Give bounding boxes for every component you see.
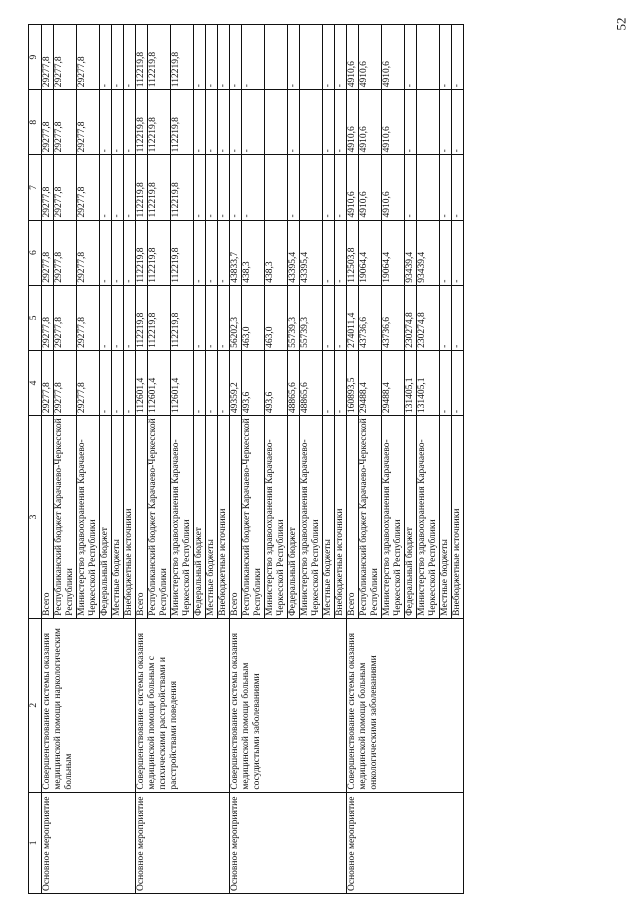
amount-cell: 29277,8 (42, 25, 54, 90)
amount-cell: - (112, 285, 124, 350)
amount-cell: 463,0 (242, 285, 265, 350)
amount-cell: - (405, 90, 417, 155)
amount-cell: - (124, 155, 136, 220)
amount-cell: 29488,4 (382, 350, 405, 415)
amount-cell: - (100, 155, 112, 220)
amount-cell: 112219,8 (136, 220, 148, 285)
amount-cell: - (112, 90, 124, 155)
amount-cell (265, 90, 288, 155)
amount-cell: - (206, 155, 218, 220)
amount-cell: - (124, 220, 136, 285)
funding-source: Внебюджетные источники (452, 416, 464, 619)
amount-cell: 29277,8 (54, 220, 77, 285)
funding-source: Министерство здравоохранения Карачаево-Черкесской Республики (171, 416, 194, 619)
amount-cell: - (440, 155, 452, 220)
header-cell: 5 (29, 285, 42, 350)
amount-cell: 493,6 (265, 350, 288, 415)
amount-cell: - (124, 90, 136, 155)
amount-cell: 29277,8 (77, 25, 100, 90)
amount-cell: 43395,4 (288, 220, 300, 285)
header-cell: 4 (29, 350, 42, 415)
amount-cell: - (206, 90, 218, 155)
amount-cell: 112219,8 (136, 155, 148, 220)
amount-cell: 48865,6 (300, 350, 323, 415)
funding-source: Министерство здравоохранения Карачаево-Черкесской Республики (77, 416, 100, 619)
amount-cell: 29488,4 (359, 350, 382, 415)
amount-cell (300, 90, 323, 155)
amount-cell: - (405, 25, 417, 90)
amount-cell: 19064,4 (359, 220, 382, 285)
funding-source: Республиканский бюджет Карачаево-Черкесской Республики (242, 416, 265, 619)
amount-cell: 112219,8 (148, 90, 171, 155)
amount-cell: 29277,8 (77, 350, 100, 415)
rotated-page (28, 24, 628, 894)
header-cell: 2 (29, 618, 42, 792)
amount-cell: 438,3 (265, 220, 288, 285)
funding-source: Внебюджетные источники (335, 416, 347, 619)
amount-cell: 493,6 (242, 350, 265, 415)
amount-cell: 29277,8 (42, 155, 54, 220)
amount-cell: - (218, 285, 230, 350)
funding-source: Федеральный бюджет (405, 416, 417, 619)
amount-cell: 93439,4 (405, 220, 417, 285)
amount-cell: 4910,6 (359, 25, 382, 90)
funding-source: Республиканский бюджет Карачаево-Черкесской Республики (148, 416, 171, 619)
amount-cell: 112601,4 (148, 350, 171, 415)
measure-title: Совершенствование системы оказания медицинской помощи больным с психическими расстройствами и расстройствами поведения (136, 618, 230, 792)
amount-cell: - (218, 220, 230, 285)
funding-source: Республиканский бюджет Карачаево-Черкесской Республики (54, 416, 77, 619)
funding-source: Министерство здравоохранения Карачаево-Черкесской Республики (265, 416, 288, 619)
amount-cell: - (335, 25, 347, 90)
amount-cell: - (206, 285, 218, 350)
amount-cell: - (323, 25, 335, 90)
amount-cell: - (206, 220, 218, 285)
amount-cell: - (405, 155, 417, 220)
amount-cell: - (452, 350, 464, 415)
amount-cell: 112219,8 (171, 90, 194, 155)
amount-cell: 48865,6 (288, 350, 300, 415)
amount-cell: 4910,6 (347, 155, 359, 220)
amount-cell (300, 155, 323, 220)
amount-cell (417, 25, 440, 90)
funding-source: Министерство здравоохранения Карачаево-Черкесской Республики (382, 416, 405, 619)
amount-cell: - (440, 220, 452, 285)
amount-cell: - (242, 25, 265, 90)
funding-source: Внебюджетные источники (124, 416, 136, 619)
amount-cell: 4910,6 (359, 155, 382, 220)
amount-cell: - (440, 25, 452, 90)
amount-cell: - (112, 155, 124, 220)
amount-cell: 160893,5 (347, 350, 359, 415)
amount-cell: 56202,3 (230, 285, 242, 350)
amount-cell: 112219,8 (171, 285, 194, 350)
amount-cell: 43736,6 (359, 285, 382, 350)
amount-cell: 230274,8 (405, 285, 417, 350)
amount-cell: 112219,8 (171, 155, 194, 220)
amount-cell: 112219,8 (148, 220, 171, 285)
measure-type: Основное мероприятие (136, 792, 230, 893)
amount-cell: - (100, 220, 112, 285)
amount-cell: 112503,8 (347, 220, 359, 285)
header-cell: 3 (29, 416, 42, 619)
amount-cell: - (335, 285, 347, 350)
amount-cell: - (452, 25, 464, 90)
amount-cell: 112601,4 (136, 350, 148, 415)
amount-cell: - (288, 155, 300, 220)
amount-cell: 463,0 (265, 285, 288, 350)
amount-cell: 112219,8 (136, 90, 148, 155)
amount-cell: - (452, 285, 464, 350)
amount-cell: 29277,8 (77, 220, 100, 285)
table-row (230, 25, 242, 894)
amount-cell: 29277,8 (54, 350, 77, 415)
funding-source: Министерство здравоохранения Карачаево-Черкесской Республики (417, 416, 440, 619)
amount-cell: 29277,8 (77, 155, 100, 220)
amount-cell: - (335, 90, 347, 155)
amount-cell (417, 155, 440, 220)
funding-source: Федеральный бюджет (100, 416, 112, 619)
header-row (29, 25, 42, 894)
amount-cell: 29277,8 (77, 90, 100, 155)
amount-cell: - (323, 220, 335, 285)
amount-cell: 131405,1 (405, 350, 417, 415)
amount-cell: - (335, 155, 347, 220)
funding-source: Всего (42, 416, 54, 619)
amount-cell: - (206, 25, 218, 90)
amount-cell: - (124, 350, 136, 415)
amount-cell: - (440, 90, 452, 155)
amount-cell: 112219,8 (136, 285, 148, 350)
amount-cell: - (124, 25, 136, 90)
funding-source: Всего (347, 416, 359, 619)
amount-cell: 112601,4 (171, 350, 194, 415)
amount-cell: - (100, 285, 112, 350)
amount-cell: 29277,8 (54, 285, 77, 350)
header-cell: 7 (29, 155, 42, 220)
amount-cell: 29277,8 (54, 25, 77, 90)
amount-cell: - (242, 155, 265, 220)
funding-source: Местные бюджеты (206, 416, 218, 619)
funding-source: Местные бюджеты (440, 416, 452, 619)
table-row (347, 25, 359, 894)
amount-cell (417, 90, 440, 155)
amount-cell: - (288, 90, 300, 155)
amount-cell: 29277,8 (42, 285, 54, 350)
amount-cell: 4910,6 (382, 25, 405, 90)
amount-cell: - (100, 90, 112, 155)
amount-cell: - (194, 350, 206, 415)
amount-cell: 112219,8 (148, 25, 171, 90)
amount-cell: 93439,4 (417, 220, 440, 285)
amount-cell (265, 155, 288, 220)
table-row (136, 25, 148, 894)
funding-source: Федеральный бюджет (288, 416, 300, 619)
amount-cell: 43736,6 (382, 285, 405, 350)
amount-cell: 4910,6 (347, 90, 359, 155)
amount-cell: 49359,2 (230, 350, 242, 415)
funding-source: Всего (136, 416, 148, 619)
amount-cell: 29277,8 (42, 220, 54, 285)
amount-cell (265, 25, 288, 90)
amount-cell: - (288, 25, 300, 90)
amount-cell: - (440, 350, 452, 415)
amount-cell: - (112, 220, 124, 285)
amount-cell: 19064,4 (382, 220, 405, 285)
amount-cell: - (218, 350, 230, 415)
amount-cell: - (100, 350, 112, 415)
amount-cell (300, 25, 323, 90)
budget-table (28, 24, 464, 894)
amount-cell: - (112, 350, 124, 415)
amount-cell: - (323, 350, 335, 415)
amount-cell: - (440, 285, 452, 350)
header-cell: 9 (29, 25, 42, 90)
amount-cell: - (323, 285, 335, 350)
amount-cell: - (452, 155, 464, 220)
amount-cell: - (112, 25, 124, 90)
amount-cell: - (194, 25, 206, 90)
amount-cell: - (206, 350, 218, 415)
amount-cell: 29277,8 (42, 90, 54, 155)
amount-cell: - (230, 90, 242, 155)
amount-cell: - (335, 350, 347, 415)
amount-cell: 438,3 (242, 220, 265, 285)
amount-cell: 29277,8 (42, 350, 54, 415)
header-cell: 1 (29, 792, 42, 893)
page-number: 52 (613, 17, 629, 31)
amount-cell: 112219,8 (148, 285, 171, 350)
measure-title: Совершенствование системы оказания медицинской помощи больным онкологическими заболеваниями (347, 618, 464, 792)
amount-cell: 131405,1 (417, 350, 440, 415)
amount-cell: - (194, 285, 206, 350)
amount-cell: 112219,8 (136, 25, 148, 90)
funding-source: Местные бюджеты (112, 416, 124, 619)
amount-cell: - (230, 25, 242, 90)
amount-cell: - (194, 220, 206, 285)
funding-source: Федеральный бюджет (194, 416, 206, 619)
header-cell: 6 (29, 220, 42, 285)
measure-type: Основное мероприятие (42, 792, 136, 893)
amount-cell: 4910,6 (382, 90, 405, 155)
funding-source: Внебюджетные источники (218, 416, 230, 619)
amount-cell: 274011,4 (347, 285, 359, 350)
amount-cell: - (194, 90, 206, 155)
amount-cell: - (100, 25, 112, 90)
amount-cell: 29277,8 (77, 285, 100, 350)
amount-cell: 4910,6 (359, 90, 382, 155)
amount-cell: 43833,7 (230, 220, 242, 285)
measure-title: Совершенствование системы оказания медицинской помощи больным сосудистыми заболеваниями (230, 618, 347, 792)
amount-cell: - (124, 285, 136, 350)
amount-cell: - (323, 155, 335, 220)
amount-cell: 29277,8 (54, 90, 77, 155)
table-body (42, 25, 464, 894)
funding-source: Министерство здравоохранения Карачаево-Черкесской Республики (300, 416, 323, 619)
amount-cell: - (452, 90, 464, 155)
amount-cell: - (335, 220, 347, 285)
amount-cell: 112219,8 (148, 155, 171, 220)
amount-cell: - (218, 155, 230, 220)
amount-cell: - (218, 25, 230, 90)
amount-cell: - (452, 220, 464, 285)
amount-cell: 112219,8 (171, 25, 194, 90)
header-cell: 8 (29, 90, 42, 155)
amount-cell: - (230, 155, 242, 220)
funding-source: Местные бюджеты (323, 416, 335, 619)
amount-cell: 29277,8 (54, 155, 77, 220)
amount-cell: - (323, 90, 335, 155)
amount-cell: 112219,8 (171, 220, 194, 285)
amount-cell: - (242, 90, 265, 155)
amount-cell: 55739,3 (300, 285, 323, 350)
funding-source: Республиканский бюджет Карачаево-Черкесской Республики (359, 416, 382, 619)
amount-cell: 43395,4 (300, 220, 323, 285)
table-row (42, 25, 54, 894)
amount-cell: - (218, 90, 230, 155)
amount-cell: 55739,3 (288, 285, 300, 350)
amount-cell: - (194, 155, 206, 220)
measure-title: Совершенствование системы оказания медицинской помощи наркологическим больным (42, 618, 136, 792)
amount-cell: 4910,6 (347, 25, 359, 90)
funding-source: Всего (230, 416, 242, 619)
amount-cell: 230274,8 (417, 285, 440, 350)
amount-cell: 4910,6 (382, 155, 405, 220)
measure-type: Основное мероприятие (347, 792, 464, 893)
measure-type: Основное мероприятие (230, 792, 347, 893)
